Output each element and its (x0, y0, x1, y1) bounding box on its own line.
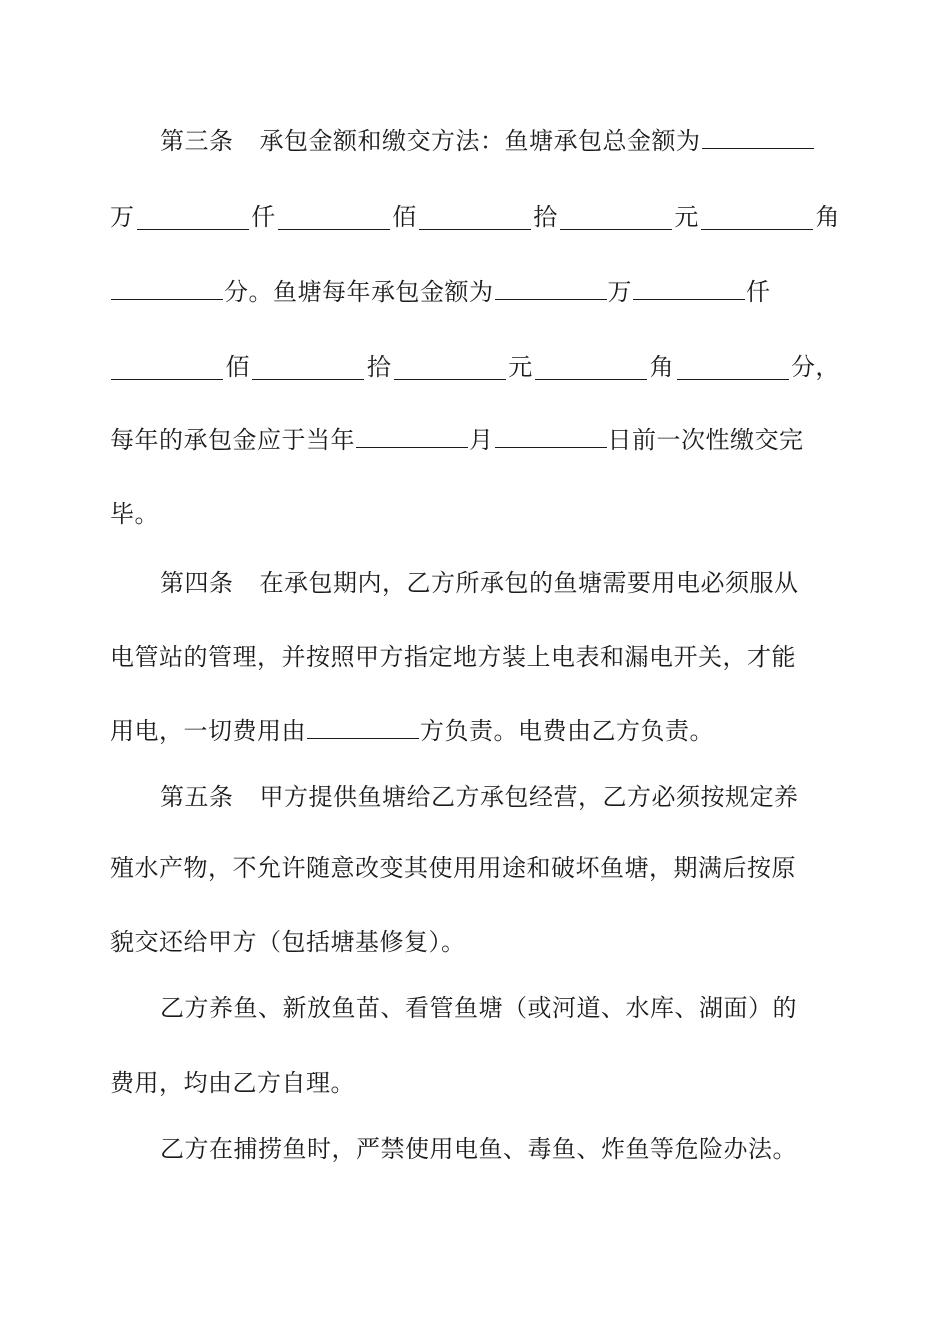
blank-responsible-party[interactable] (307, 714, 419, 739)
article3-heading: 第三条 (160, 127, 234, 155)
article3-line-4 (110, 347, 840, 387)
unit-bai-2: 佰 (225, 353, 250, 381)
fees-line-1-text: 乙方养鱼、新放鱼苗、看管鱼塘（或河道、水库、湖面）的 (160, 994, 797, 1022)
article3-line-6 (110, 494, 840, 534)
blank-total-fen[interactable] (111, 275, 223, 300)
article3-line-3-text: 分。鱼塘每年承包金额为 (224, 278, 494, 306)
ban-line-1 (160, 1129, 840, 1169)
unit-jiao: 角 (815, 203, 840, 231)
blank-annual-jiao[interactable] (535, 355, 647, 380)
article5-line-1-text: 甲方提供鱼塘给乙方承包经营，乙方必须按规定养 (259, 783, 799, 811)
blank-total-bai[interactable] (278, 205, 390, 230)
blank-annual-fen[interactable] (677, 355, 789, 380)
article3-line-5 (110, 420, 840, 460)
unit-qian-2: 仟 (746, 278, 771, 306)
article3-line-1 (160, 121, 840, 161)
blank-total-shi[interactable] (419, 205, 531, 230)
article4-line-2-text: 电管站的管理，并按照甲方指定地方装上电表和漏电开关，才能 (110, 643, 796, 671)
article3-line-6-text: 毕。 (110, 500, 159, 528)
article5-line-3 (110, 922, 840, 962)
article5-line-2-text: 殖水产物，不允许随意改变其使用用途和破坏鱼塘，期满后按原 (110, 854, 796, 882)
article4-line-3-tail: 方负责。电费由乙方负责。 (420, 717, 714, 745)
article5-heading: 第五条 (160, 783, 234, 811)
article3-line-5-head: 每年的承包金应于当年 (110, 426, 355, 454)
article3-line-3 (110, 272, 840, 312)
fees-line-2-text: 费用，均由乙方自理。 (110, 1069, 355, 1097)
unit-yuan-2: 元 (508, 353, 533, 381)
article5-line-2 (110, 848, 840, 888)
blank-due-day[interactable] (495, 423, 607, 448)
blank-due-month[interactable] (356, 423, 468, 448)
unit-shi: 拾 (533, 203, 558, 231)
blank-annual-wan[interactable] (495, 275, 607, 300)
blank-annual-bai[interactable] (111, 355, 223, 380)
article5-line-3-text: 貌交还给甲方（包括塘基修复）。 (110, 928, 466, 956)
unit-bai: 佰 (392, 203, 417, 231)
unit-yuan: 元 (674, 203, 699, 231)
article3-line-5-tail: 日前一次性缴交完 (607, 426, 804, 454)
unit-shi-2: 拾 (366, 353, 392, 381)
blank-annual-yuan[interactable] (394, 355, 506, 380)
blank-total-yuan[interactable] (560, 205, 672, 230)
article4-heading: 第四条 (160, 569, 234, 597)
blank-annual-shi[interactable] (252, 355, 364, 380)
fees-line-1 (160, 988, 840, 1028)
blank-total-qian[interactable] (137, 205, 249, 230)
article4-line-3-head: 用电，一切费用由 (110, 717, 306, 745)
article4-line-1-text: 在承包期内，乙方所承包的鱼塘需要用电必须服从 (259, 569, 799, 597)
blank-total-amount[interactable] (702, 124, 814, 149)
unit-month: 月 (469, 426, 494, 454)
ban-line-1-text: 乙方在捕捞鱼时，严禁使用电鱼、毒鱼、炸鱼等危险办法。 (160, 1135, 797, 1163)
article3-line-2 (110, 197, 840, 237)
fees-line-2 (110, 1063, 840, 1103)
blank-annual-qian[interactable] (633, 275, 745, 300)
article5-line-1 (160, 777, 840, 817)
article4-line-1 (160, 563, 840, 603)
article3-line-1-text: 承包金额和缴交方法：鱼塘承包总金额为 (259, 127, 701, 155)
unit-wan-2: 万 (607, 278, 632, 306)
article4-line-2 (110, 637, 840, 677)
unit-fen-comma: 分， (790, 353, 840, 381)
blank-total-jiao[interactable] (701, 205, 813, 230)
article4-line-3 (110, 711, 840, 751)
unit-qian: 仟 (251, 203, 276, 231)
unit-wan: 万 (110, 203, 135, 231)
unit-jiao-2: 角 (649, 353, 675, 381)
